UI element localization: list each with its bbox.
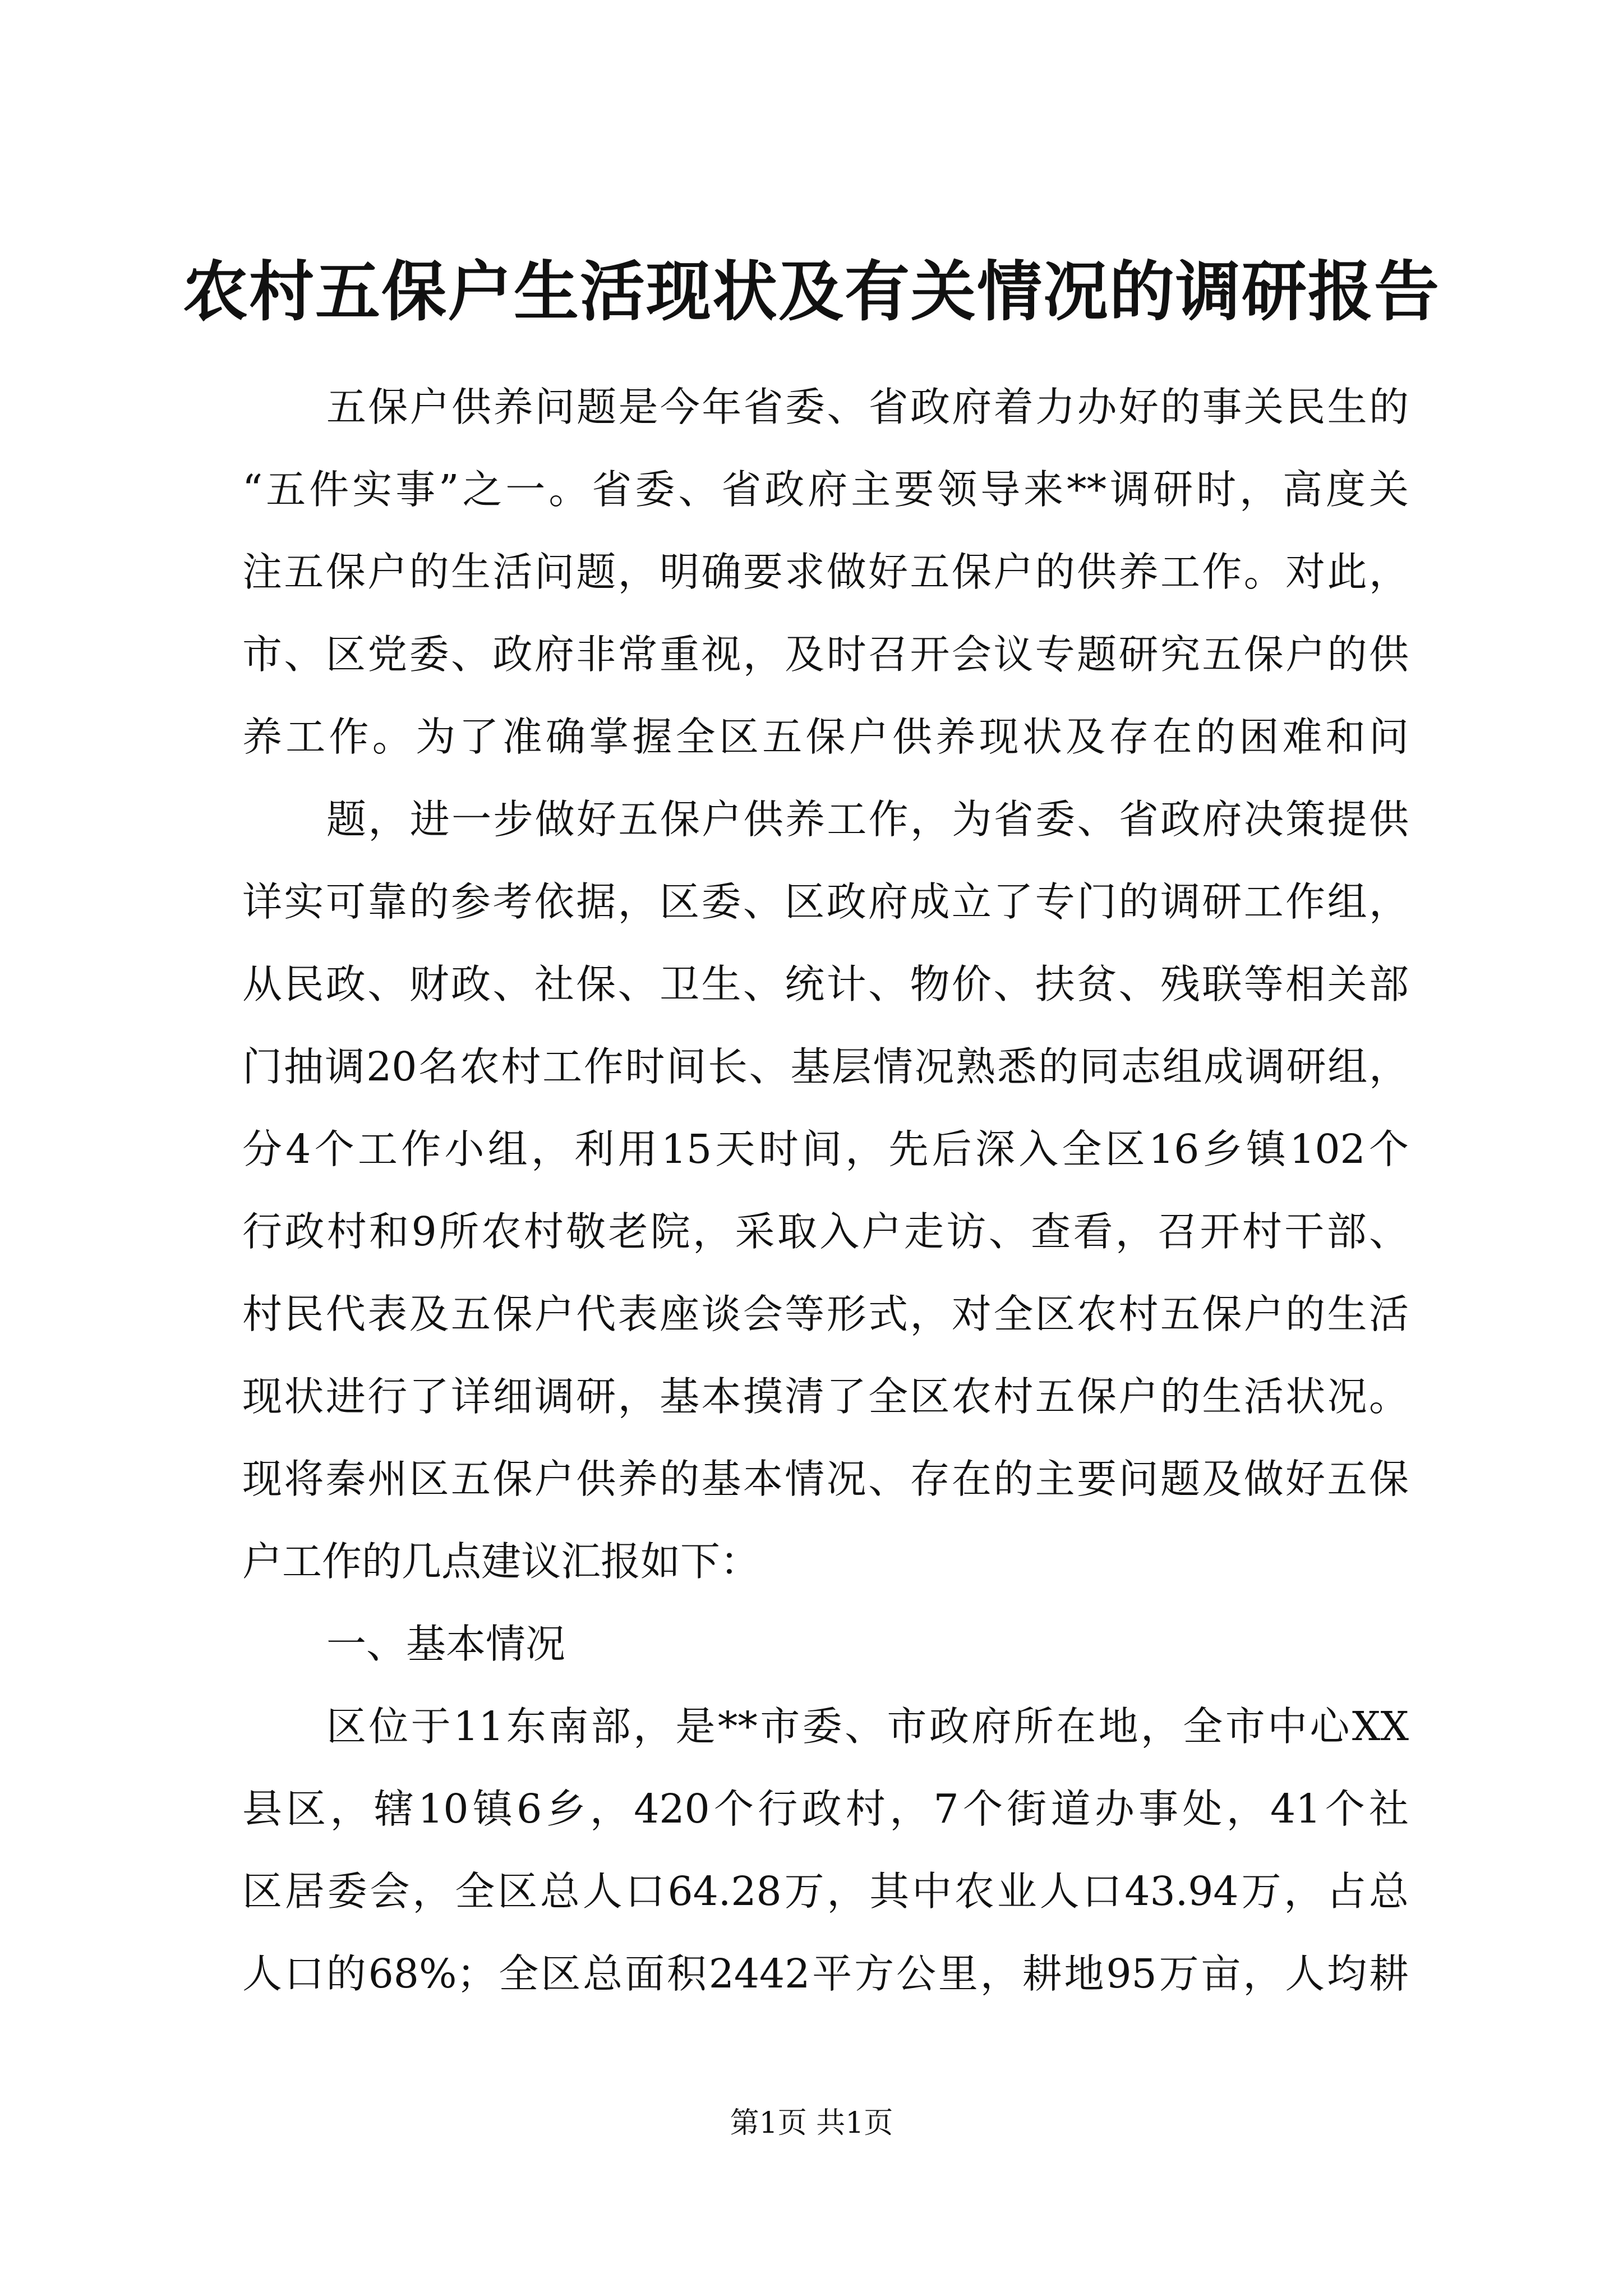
- body-line-8: 从民政、财政、社保、卫生、统计、物价、扶贫、残联等相关部: [242, 961, 1409, 1007]
- document-title: 农村五保户生活现状及有关情况的调研报告: [183, 254, 1440, 330]
- body-line-15: 户工作的几点建议汇报如下：: [242, 1538, 760, 1585]
- body-line-4: 市、区党委、政府非常重视，及时召开会议专题研究五保户的供: [242, 631, 1409, 678]
- body-line-10: 分4个工作小组，利用15天时间，先后深入全区16乡镇102个: [242, 1126, 1409, 1172]
- body-line-6: 题，进一步做好五保户供养工作，为省委、省政府决策提供: [326, 796, 1409, 843]
- body-line-18: 县区，辖10镇6乡，420个行政村，7个街道办事处，41个社: [242, 1786, 1409, 1832]
- page-footer: 第1页 共1页: [730, 2106, 893, 2140]
- body-line-2: “五件实事”之一。省委、省政府主要领导来**调研时，高度关: [242, 466, 1409, 513]
- body-line-1: 五保户供养问题是今年省委、省政府着力办好的事关民生的: [326, 384, 1409, 430]
- body-line-5: 养工作。为了准确掌握全区五保户供养现状及存在的困难和问: [242, 714, 1409, 760]
- body-line-19: 区居委会，全区总人口64.28万，其中农业人口43.94万，占总: [242, 1868, 1409, 1915]
- body-line-11: 行政村和9所农村敬老院，采取入户走访、查看，召开村干部、: [242, 1208, 1409, 1255]
- body-line-12: 村民代表及五保户代表座谈会等形式，对全区农村五保户的生活: [242, 1291, 1409, 1337]
- body-line-14: 现将秦州区五保户供养的基本情况、存在的主要问题及做好五保: [242, 1456, 1409, 1502]
- body-line-7: 详实可靠的参考依据，区委、区政府成立了专门的调研工作组，: [242, 878, 1409, 925]
- body-line-20: 人口的68%；全区总面积2442平方公里，耕地95万亩，人均耕: [242, 1950, 1409, 1997]
- body-line-17: 区位于11东南部，是**市委、市政府所在地，全市中心XX: [326, 1703, 1409, 1750]
- body-line-13: 现状进行了详细调研，基本摸清了全区农村五保户的生活状况。: [242, 1373, 1409, 1420]
- section-heading: 一、基本情况: [326, 1621, 566, 1667]
- body-line-3: 注五保户的生活问题，明确要求做好五保户的供养工作。对此，: [242, 549, 1409, 595]
- body-line-9: 门抽调20名农村工作时间长、基层情况熟悉的同志组成调研组，: [242, 1043, 1409, 1090]
- document-body: [242, 366, 1409, 2015]
